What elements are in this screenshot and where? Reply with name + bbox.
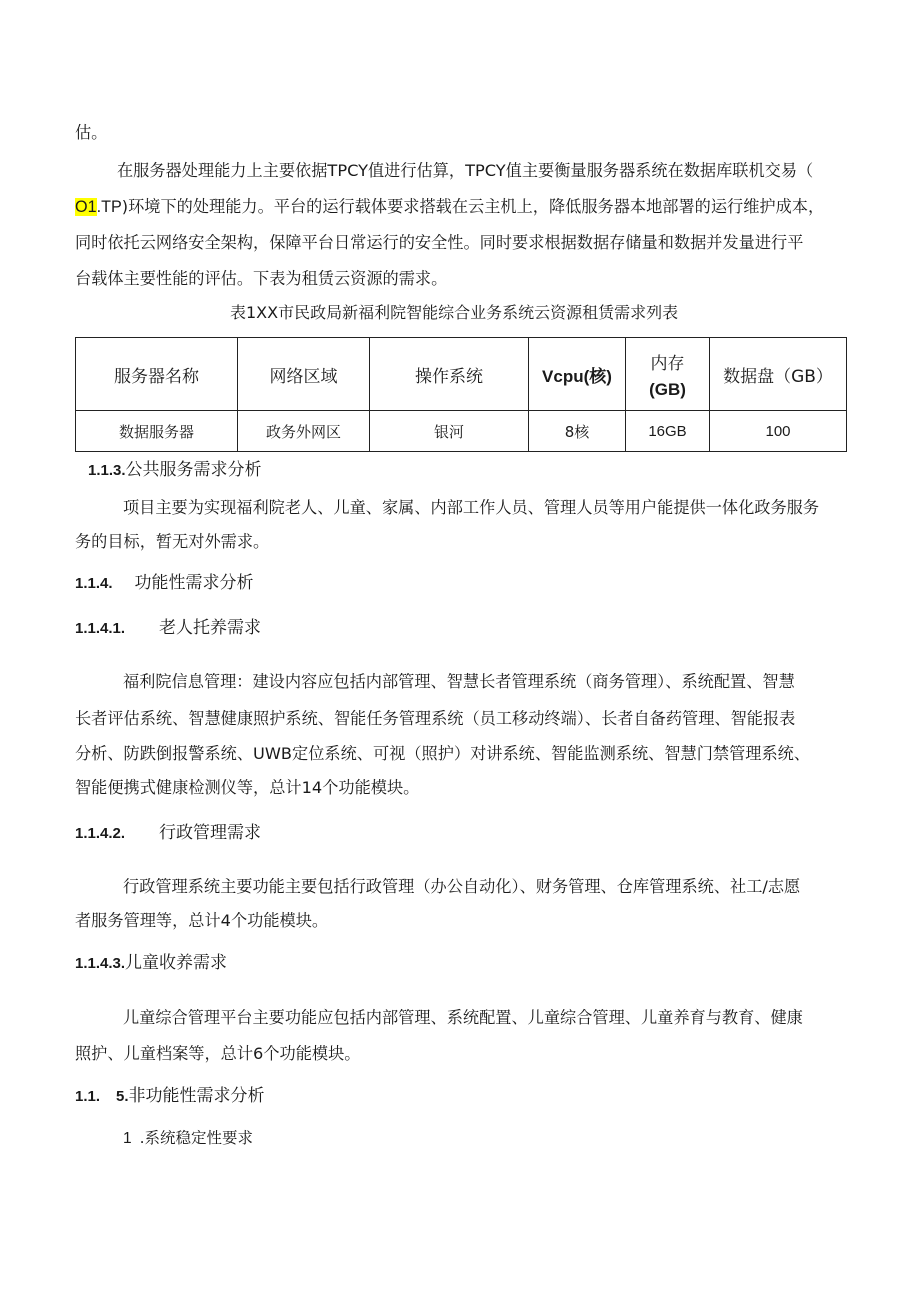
header-vcpu: Vcpu(核) — [529, 338, 626, 411]
para-line: 照护、儿童档案等，总计6个功能模块。 — [75, 1044, 361, 1063]
para-line: 估。 — [75, 123, 108, 142]
section-number: 1.1.3. — [88, 462, 126, 479]
list-item-title: .系统稳定性要求 — [139, 1129, 254, 1147]
section-number: 1.1.4. — [75, 575, 113, 592]
highlighted-text: O1 — [75, 198, 97, 216]
para-line: 者服务管理等，总计4个功能模块。 — [75, 911, 329, 930]
header-os: 操作系统 — [370, 338, 529, 411]
resource-table — [75, 337, 847, 452]
section-number: 1.1.4.2. — [75, 825, 126, 842]
para-text: )环境下的处理能力。平台的运行载体要求搭载在云主机上，降低服务器本地部署的运行维护成本， — [121, 197, 825, 216]
para-line: 行政管理系统主要功能主要包括行政管理（办公自动化）、财务管理、仓库管理系统、社工/志愿 — [123, 877, 801, 896]
para-line: 在服务器处理能力上主要依据TPCY值进行估算，TPCY值主要衡量服务器系统在数据库联机交易（ — [117, 161, 814, 180]
cell-os: 银河 — [370, 411, 529, 452]
section-title: 老人托养需求 — [159, 618, 262, 638]
section-number: 1.1. — [75, 1088, 101, 1105]
table-row — [76, 411, 847, 452]
section-number: 5. — [116, 1088, 129, 1105]
section-number: 1.1.4.1. — [75, 620, 126, 637]
section-heading — [75, 948, 227, 973]
header-server-name: 服务器名称 — [76, 338, 238, 411]
para-text: .TP — [96, 198, 122, 216]
header-memory-label: 内存 — [650, 353, 685, 374]
list-item-number: 1 — [123, 1130, 132, 1147]
list-item — [123, 1126, 253, 1148]
section-title: 功能性需求分析 — [134, 573, 254, 593]
header-memory-unit: (GB) — [649, 379, 686, 399]
para-line: 智能便携式健康检测仪等，总计14个功能模块。 — [75, 778, 420, 797]
section-title: 行政管理需求 — [159, 823, 262, 843]
para-line — [75, 193, 824, 217]
para-line: 分析、防跌倒报警系统、UWB定位系统、可视（照护）对讲系统、智能监测系统、智慧门禁管理系统、 — [75, 744, 811, 763]
header-network-zone: 网络区域 — [238, 338, 370, 411]
section-number: 1.1.4.3. — [75, 955, 126, 972]
para-line: 台载体主要性能的评估。下表为租赁云资源的需求。 — [75, 269, 448, 288]
para-line: 福利院信息管理：建设内容应包括内部管理、智慧长者管理系统（商务管理）、系统配置、智慧 — [123, 672, 795, 691]
table-caption: 表1XX市民政局新福利院智能综合业务系统云资源租赁需求列表 — [230, 303, 679, 322]
para-line: 项目主要为实现福利院老人、儿童、家属、内部工作人员、管理人员等用户能提供一体化政务服务 — [123, 498, 820, 517]
section-heading — [88, 455, 262, 480]
section-title: 非功能性需求分析 — [128, 1086, 265, 1106]
para-line: 长者评估系统、智慧健康照护系统、智能任务管理系统（员工移动终端）、长者自备药管理、智能报表 — [75, 709, 796, 728]
cell-memory: 16GB — [626, 411, 710, 452]
section-title: 儿童收养需求 — [125, 953, 228, 973]
header-data-disk: 数据盘（GB） — [710, 338, 847, 411]
cell-server-name: 数据服务器 — [76, 411, 238, 452]
section-heading — [75, 613, 261, 638]
para-line: 务的目标，暂无对外需求。 — [75, 532, 270, 551]
section-heading — [75, 818, 261, 843]
cell-vcpu: 8核 — [529, 411, 626, 452]
cell-network-zone: 政务外网区 — [238, 411, 370, 452]
section-heading — [75, 568, 254, 593]
section-title: 公共服务需求分析 — [125, 460, 262, 480]
table-header-row — [76, 338, 847, 411]
section-heading — [75, 1081, 265, 1106]
header-memory — [626, 338, 710, 411]
cell-data-disk: 100 — [710, 411, 847, 452]
para-line: 儿童综合管理平台主要功能应包括内部管理、系统配置、儿童综合管理、儿童养育与教育、健康 — [123, 1008, 803, 1027]
para-line: 同时依托云网络安全架构，保障平台日常运行的安全性。同时要求根据数据存储量和数据并发量进行平 — [75, 233, 804, 252]
